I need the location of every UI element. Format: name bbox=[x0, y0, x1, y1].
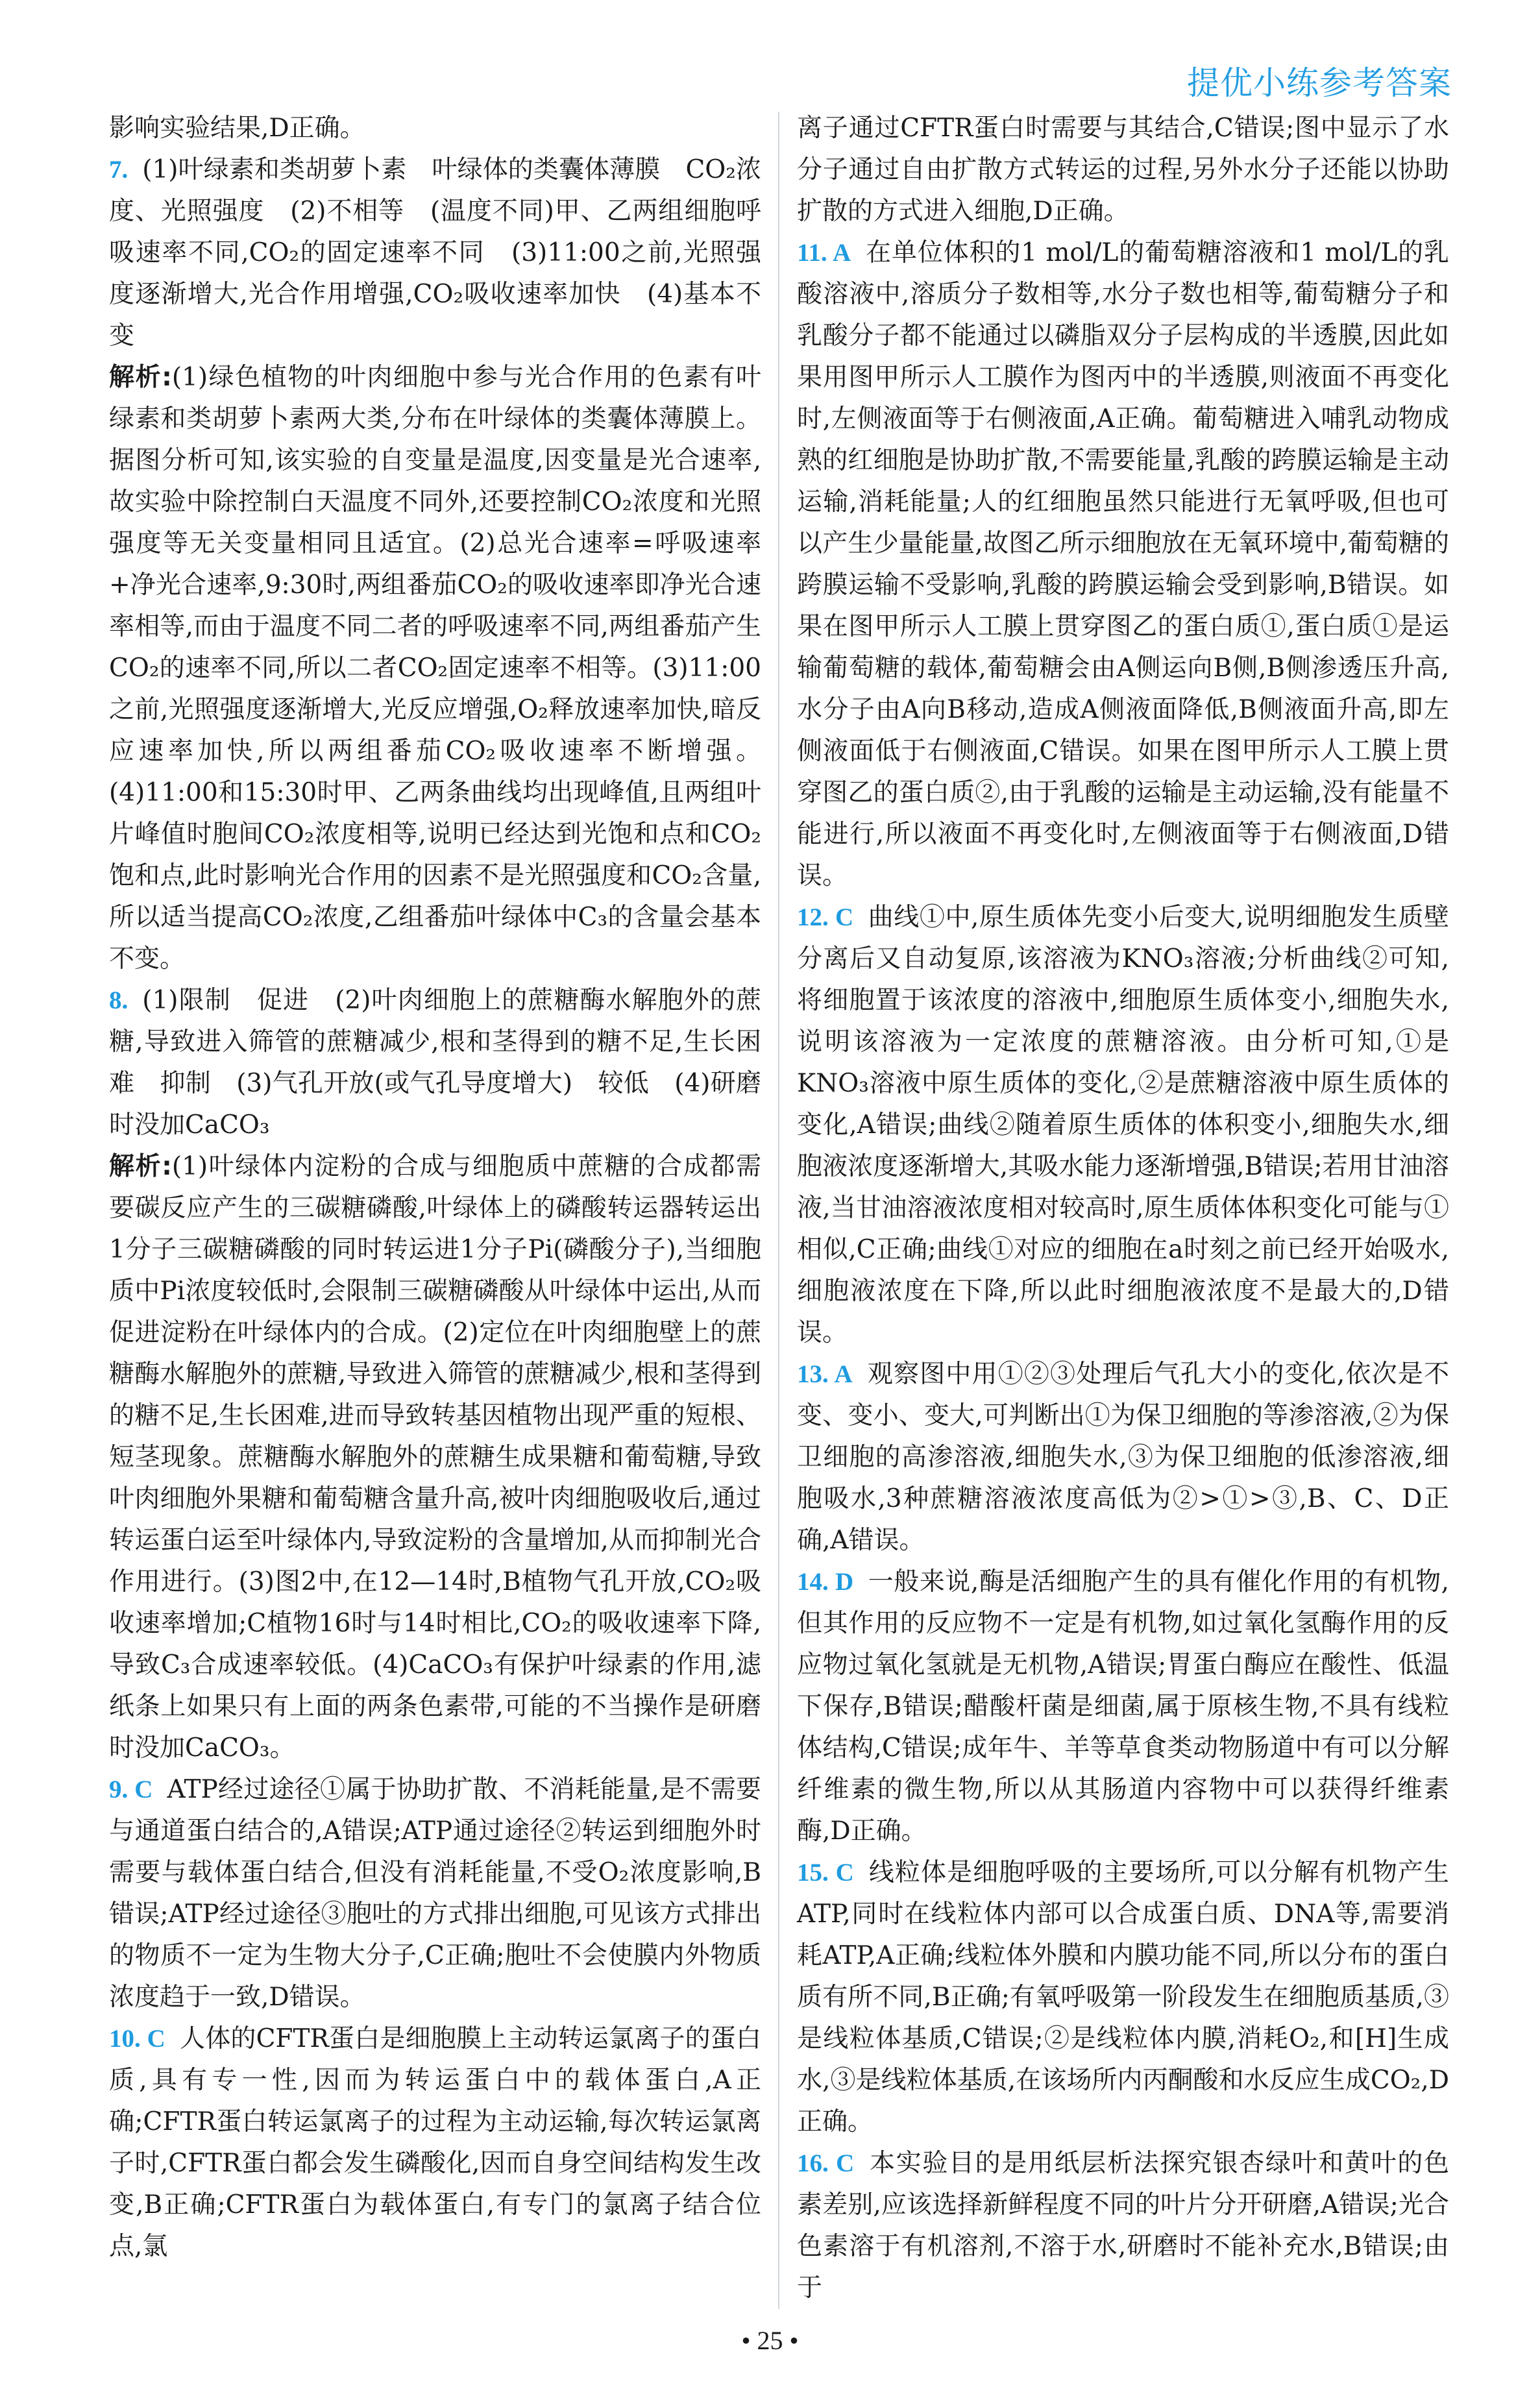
answer-paragraph bbox=[109, 1769, 761, 2018]
analysis-label: 解析: bbox=[109, 1152, 172, 1181]
answer-text: 离子通过CFTR蛋白时需要与其结合,C错误;图中显示了水分子通过自由扩散方式转运的过程,另外水分子还能以协助扩散的方式进入细胞,D正确。 bbox=[797, 114, 1449, 226]
answer-text: (1)叶绿素和类胡萝卜素 叶绿体的类囊体薄膜 CO₂浓度、光照强度 (2)不相等 (温度不同)甲、乙两组细胞呼吸速率不同,CO₂的固定速率不同 (3)11:00之前,光照强度逐渐增大,光合作用增强,CO₂吸收速率加快 (4)基本不变 bbox=[109, 155, 761, 350]
answer-paragraph bbox=[797, 1852, 1449, 2143]
answer-text: 在单位体积的1 mol/L的葡萄糖溶液和1 mol/L的乳酸溶液中,溶质分子数相等,水分子数也相等,葡萄糖分子和乳酸分子都不能通过以磷脂双分子层构成的半透膜,因此如果用图甲所示人工膜作为图丙中的半透膜,则液面不再变化时,左侧液面等于右侧液面,A正确。葡萄糖进入哺乳动物成熟的红细胞是协助扩散,不需要能量,乳酸的跨膜运输是主动运输,消耗能量;人的红细胞虽然只能进行无氧呼吸,但也可以产生少量能量,故图乙所示细胞放在无氧环境中,葡萄糖的跨膜运输不受影响,乳酸的跨膜运输会受到影响,B错误。如果在图甲所示人工膜上贯穿图乙的蛋白质①,蛋白质①是运输葡萄糖的载体,葡萄糖会由A侧运向B侧,B侧渗透压升高,水分子由A向B移动,造成A侧液面降低,B侧液面升高,即左侧液面低于右侧液面,C错误。如果在图甲所示人工膜上贯穿图乙的蛋白质②,由于乳酸的运输是主动运输,没有能量不能进行,所以液面不再变化时,左侧液面等于右侧液面,D错误。 bbox=[797, 238, 1449, 890]
answer-text: 人体的CFTR蛋白是细胞膜上主动转运氯离子的蛋白质,具有专一性,因而为转运蛋白中的载体蛋白,A正确;CFTR蛋白转运氯离子的过程为主动运输,每次转运氯离子时,CFTR蛋白都会发生磷酸化,因而自身空间结构发生改变,B正确;CFTR蛋白为载体蛋白,有专门的氯离子结合位点,氯 bbox=[109, 2024, 762, 2261]
question-number: 12. C bbox=[797, 903, 854, 931]
question-number: 14. D bbox=[797, 1568, 854, 1596]
answer-paragraph bbox=[109, 2018, 761, 2268]
answer-paragraph bbox=[109, 108, 761, 149]
question-number: 15. C bbox=[797, 1859, 854, 1887]
question-number: 13. A bbox=[797, 1360, 853, 1388]
answer-text: 一般来说,酶是活细胞产生的具有催化作用的有机物,但其作用的反应物不一定是有机物,如过氧化氢酶作用的反应物过氧化氢就是无机物,A错误;胃蛋白酶应在酸性、低温下保存,B错误;醋酸杆菌是细菌,属于原核生物,不具有线粒体结构,C错误;成年牛、羊等草食类动物肠道中有可以分解纤维素的微生物,所以从其肠道内容物中可以获得纤维素酶,D正确。 bbox=[797, 1567, 1450, 1846]
answer-text: 本实验目的是用纸层析法探究银杏绿叶和黄叶的色素差别,应该选择新鲜程度不同的叶片分开研磨,A错误;光合色素溶于有机溶剂,不溶于水,研磨时不能补充水,B错误;由于 bbox=[797, 2149, 1449, 2303]
question-number: 7. bbox=[109, 156, 128, 184]
question-number: 16. C bbox=[797, 2149, 855, 2177]
answer-text: 线粒体是细胞呼吸的主要场所,可以分解有机物产生ATP,同时在线粒体内部可以合成蛋白质、DNA等,需要消耗ATP,A正确;线粒体外膜和内膜功能不同,所以分布的蛋白质有所不同,B正确;有氧呼吸第一阶段发生在细胞质基质,③是线粒体基质,C错误;②是线粒体内膜,消耗O₂,和[H]生成水,③是线粒体基质,在该场所内丙酮酸和水反应生成CO₂,D正确。 bbox=[797, 1858, 1449, 2136]
answer-text: (1)绿色植物的叶肉细胞中参与光合作用的色素有叶绿素和类胡萝卜素两大类,分布在叶绿体的类囊体薄膜上。据图分析可知,该实验的自变量是温度,因变量是光合速率,故实验中除控制白天温度不同外,还要控制CO₂浓度和光照强度等无关变量相同且适宜。(2)总光合速率=呼吸速率+净光合速率,9:30时,两组番茄CO₂的吸收速率即净光合速率相等,而由于温度不同二者的呼吸速率不同,两组番茄产生CO₂的速率不同,所以二者CO₂固定速率不相等。(3)11:00之前,光照强度逐渐增大,光反应增强,O₂释放速率加快,暗反应速率加快,所以两组番茄CO₂吸收速率不断增强。(4)11:00和15:30时甲、乙两条曲线均出现峰值,且两组叶片峰值时胞间CO₂浓度相等,说明已经达到光饱和点和CO₂饱和点,此时影响光合作用的因素不是光照强度和CO₂含量,所以适当提高CO₂浓度,乙组番茄叶绿体中C₃的含量会基本不变。 bbox=[109, 363, 761, 973]
answer-text: 观察图中用①②③处理后气孔大小的变化,依次是不变、变小、变大,可判断出①为保卫细胞的等渗溶液,②为保卫细胞的高渗溶液,细胞失水,③为保卫细胞的低渗溶液,细胞吸水,3种蔗糖溶液浓度高低为②>①>③,B、C、D正确,A错误。 bbox=[797, 1360, 1449, 1555]
question-number: 10. C bbox=[109, 2025, 165, 2053]
columns bbox=[109, 108, 1452, 2309]
right-column bbox=[797, 108, 1449, 2309]
answer-paragraph bbox=[109, 980, 761, 1146]
column-divider bbox=[778, 112, 779, 2309]
answer-text: (1)限制 促进 (2)叶肉细胞上的蔗糖酶水解胞外的蔗糖,导致进入筛管的蔗糖减少,根和茎得到的糖不足,生长困难 抑制 (3)气孔开放(或气孔导度增大) 较低 (4)研磨时没加CaCO₃ bbox=[109, 986, 761, 1140]
left-column bbox=[109, 108, 761, 2309]
answer-paragraph bbox=[797, 108, 1449, 232]
question-number: 9. C bbox=[109, 1776, 153, 1803]
answer-text: (1)叶绿体内淀粉的合成与细胞质中蔗糖的合成都需要碳反应产生的三碳糖磷酸,叶绿体上的磷酸转运器转运出1分子三碳糖磷酸的同时转运进1分子Pi(磷酸分子),当细胞质中Pi浓度较低时,会限制三碳糖磷酸从叶绿体中运出,从而促进淀粉在叶绿体内的合成。(2)定位在叶肉细胞壁上的蔗糖酶水解胞外的蔗糖,导致进入筛管的蔗糖减少,根和茎得到的糖不足,生长困难,进而导致转基因植物出现严重的短根、短茎现象。蔗糖酶水解胞外的蔗糖生成果糖和葡萄糖,导致叶肉细胞外果糖和葡萄糖含量升高,被叶肉细胞吸收后,通过转运蛋白运至叶绿体内,导致淀粉的含量增加,从而抑制光合作用进行。(3)图2中,在12—14时,B植物气孔开放,CO₂吸收速率增加;C植物16时与14时相比,CO₂的吸收速率下降,导致C₃合成速率较低。(4)CaCO₃有保护叶绿素的作用,滤纸条上如果只有上面的两条色素带,可能的不当操作是研磨时没加CaCO₃。 bbox=[109, 1152, 761, 1763]
answer-paragraph bbox=[797, 2143, 1449, 2309]
question-number: 11. A bbox=[797, 239, 851, 267]
section-title: 提优小练参考答案 bbox=[1187, 64, 1452, 102]
answer-paragraph bbox=[109, 149, 761, 357]
answer-paragraph bbox=[797, 897, 1449, 1354]
answer-text: 影响实验结果,D正确。 bbox=[109, 114, 365, 143]
page-number: • 25 • bbox=[741, 2326, 799, 2355]
answer-paragraph bbox=[109, 357, 761, 980]
answer-paragraph bbox=[797, 1561, 1449, 1852]
answer-text: ATP经过途径①属于协助扩散、不消耗能量,是不需要与通道蛋白结合的,A错误;ATP通过途径②转运到细胞外时需要与载体蛋白结合,但没有消耗能量,不受O₂浓度影响,B错误;ATP经过途径③胞吐的方式排出细胞,可见该方式排出的物质不一定为生物大分子,C正确;胞吐不会使膜内外物质浓度趋于一致,D错误。 bbox=[109, 1775, 761, 2012]
question-number: 8. bbox=[109, 986, 128, 1014]
analysis-label: 解析: bbox=[109, 363, 172, 392]
answer-text: 曲线①中,原生质体先变小后变大,说明细胞发生质壁分离后又自动复原,该溶液为KNO₃溶液;分析曲线②可知,将细胞置于该浓度的溶液中,细胞原生质体变小,细胞失水,说明该溶液为一定浓度的蔗糖溶液。由分析可知,①是KNO₃溶液中原生质体的变化,②是蔗糖溶液中原生质体的变化,A错误;曲线②随着原生质体的体积变小,细胞失水,细胞液浓度逐渐增大,其吸水能力逐渐增强,B错误;若用甘油溶液,当甘油溶液浓度相对较高时,原生质体体积变化可能与①相似,C正确;曲线①对应的细胞在a时刻之前已经开始吸水,细胞液浓度在下降,所以此时细胞液浓度不是最大的,D错误。 bbox=[797, 903, 1450, 1347]
answer-paragraph bbox=[109, 1146, 761, 1769]
answer-paragraph bbox=[797, 1354, 1449, 1561]
answer-paragraph bbox=[797, 232, 1449, 897]
